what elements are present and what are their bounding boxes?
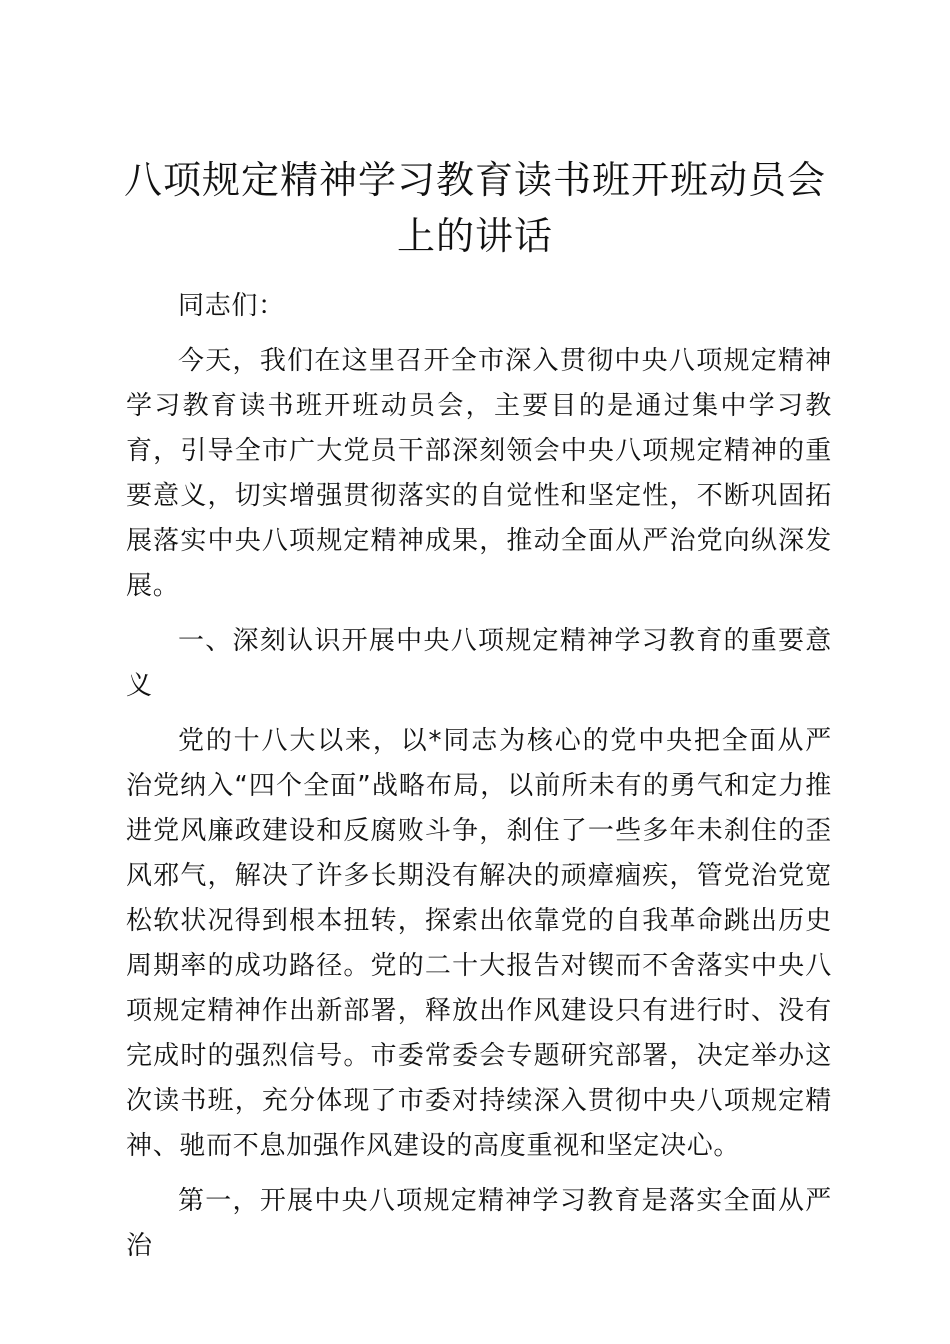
document-body <box>126 284 832 1269</box>
document-title: 八项规定精神学习教育读书班开班动员会上的讲话 <box>123 158 826 258</box>
section-heading: 一、深刻认识开展中央八项规定精神学习教育的重要意义 <box>126 626 832 701</box>
paragraph-first-point: 第一，开展中央八项规定精神学习教育是落实全面从严治 <box>126 1186 832 1261</box>
paragraph-intro: 今天，我们在这里召开全市深入贯彻中央八项规定精神学习教育读书班开班动员会，主要目的是通过集中学习教育，引导全市广大党员干部深刻领会中央八项规定精神的重要意义，切实增强贯彻落实的自觉性和坚定性，不断巩固拓展落实中央八项规定精神成果，推动全面从严治党向纵深发展。 <box>126 346 832 601</box>
salutation: 同志们： <box>178 291 285 321</box>
paragraph-significance: 党的十八大以来，以*同志为核心的党中央把全面从严治党纳入“四个全面”战略布局，以前所未有的勇气和定力推进党风廉政建设和反腐败斗争，刹住了一些多年未刹住的歪风邪气，解决了许多长期没有解决的顽瘴痼疾，管党治党宽松软状况得到根本扭转，探索出依靠党的自我革命跳出历史周期率的成功路径。党的二十大报告对锲而不舍落实中央八项规定精神作出新部署，释放出作风建设只有进行时、没有完成时的强烈信号。市委常委会专题研究部署，决定举办这次读书班，充分体现了市委对持续深入贯彻中央八项规定精神、驰而不息加强作风建设的高度重视和坚定决心。 <box>126 726 832 1161</box>
